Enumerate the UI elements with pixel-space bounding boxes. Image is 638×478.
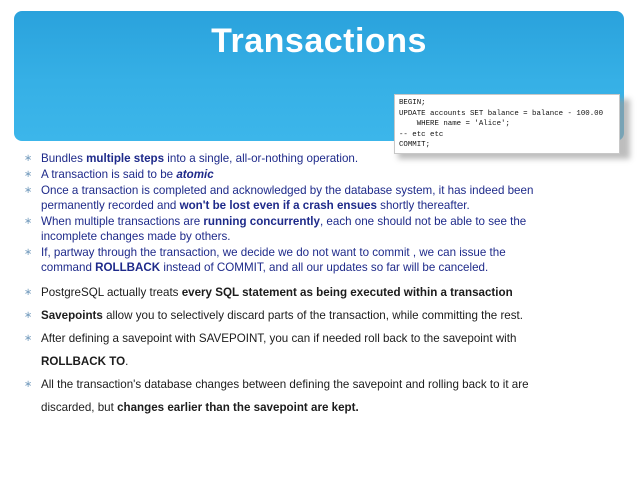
bullet-item: [24, 167, 544, 182]
bullet-text: Once a transaction is completed and acknowledged by the database system, it has indeed been permanently recorded and: [41, 184, 534, 212]
bullet-text: If, partway through the transaction, we decide we do not want to commit , we can issue the command: [41, 246, 506, 274]
bullet-item: [24, 281, 544, 304]
code-line: UPDATE accounts SET balance = balance - 100.00: [399, 109, 604, 118]
bullet-bold-text: won't be lost even if a crash ensues: [179, 199, 377, 212]
bullet-text: A transaction is said to be: [41, 168, 177, 181]
bullet-text: instead of COMMIT, and all our updates so far will be canceled.: [160, 261, 489, 274]
bullet-text: After defining a savepoint with SAVEPOINT, you can if needed roll back to the savepoint with: [41, 332, 517, 345]
bullet-bold-text: Savepoints: [41, 309, 103, 322]
slide-title: Transactions: [211, 22, 427, 60]
bullet-text: shortly thereafter.: [376, 199, 470, 212]
code-snippet: [394, 94, 620, 154]
bullet-item: [24, 151, 544, 166]
bullet-text: Bundles: [41, 152, 87, 165]
bullet-item: [24, 183, 544, 213]
bullet-item: [24, 214, 544, 244]
bullet-list: [24, 151, 544, 419]
bullet-bold-text: atomic: [176, 168, 214, 181]
bullet-text: All the transaction's database changes between defining the savepoint and rolling back to it are discarded, but: [41, 378, 529, 414]
bullet-item: [24, 245, 544, 275]
bullet-star-icon: ∗: [24, 153, 33, 164]
bullet-bold-text: running concurrently: [203, 215, 320, 228]
bullet-bold-text: multiple steps: [86, 152, 165, 165]
bullet-item: [24, 304, 544, 327]
bullet-star-icon: ∗: [24, 287, 33, 298]
bullet-bold-text: ROLLBACK: [95, 261, 161, 274]
bullet-text: into a single, all-or-nothing operation.: [164, 152, 359, 165]
bullet-text: PostgreSQL actually treats: [41, 286, 182, 299]
bullet-text: When multiple transactions are: [41, 215, 204, 228]
code-line: -- etc etc: [399, 130, 444, 139]
bullet-star-icon: ∗: [24, 379, 33, 390]
bullet-text: .: [125, 355, 129, 368]
bullet-item: [24, 373, 544, 419]
bullet-item: [24, 327, 544, 373]
code-line: WHERE name = 'Alice';: [399, 120, 510, 128]
bullet-star-icon: ∗: [24, 185, 33, 196]
bullet-text: allow you to selectively discard parts of the transaction, while committing the rest.: [102, 309, 523, 322]
code-line: BEGIN;: [399, 99, 426, 107]
bullet-star-icon: ∗: [24, 310, 33, 321]
bullet-star-icon: ∗: [24, 216, 33, 227]
bullet-text: , each one should not be able to see the incomplete changes made by others.: [41, 215, 527, 243]
bullet-bold-text: changes earlier than the savepoint are kept.: [117, 401, 359, 414]
bullet-bold-text: every SQL statement as being executed within a transaction: [181, 286, 513, 299]
bullet-star-icon: ∗: [24, 247, 33, 258]
code-line: COMMIT;: [399, 141, 431, 149]
bullet-star-icon: ∗: [24, 169, 33, 180]
bullet-bold-text: ROLLBACK TO: [41, 355, 126, 368]
bullet-star-icon: ∗: [24, 333, 33, 344]
